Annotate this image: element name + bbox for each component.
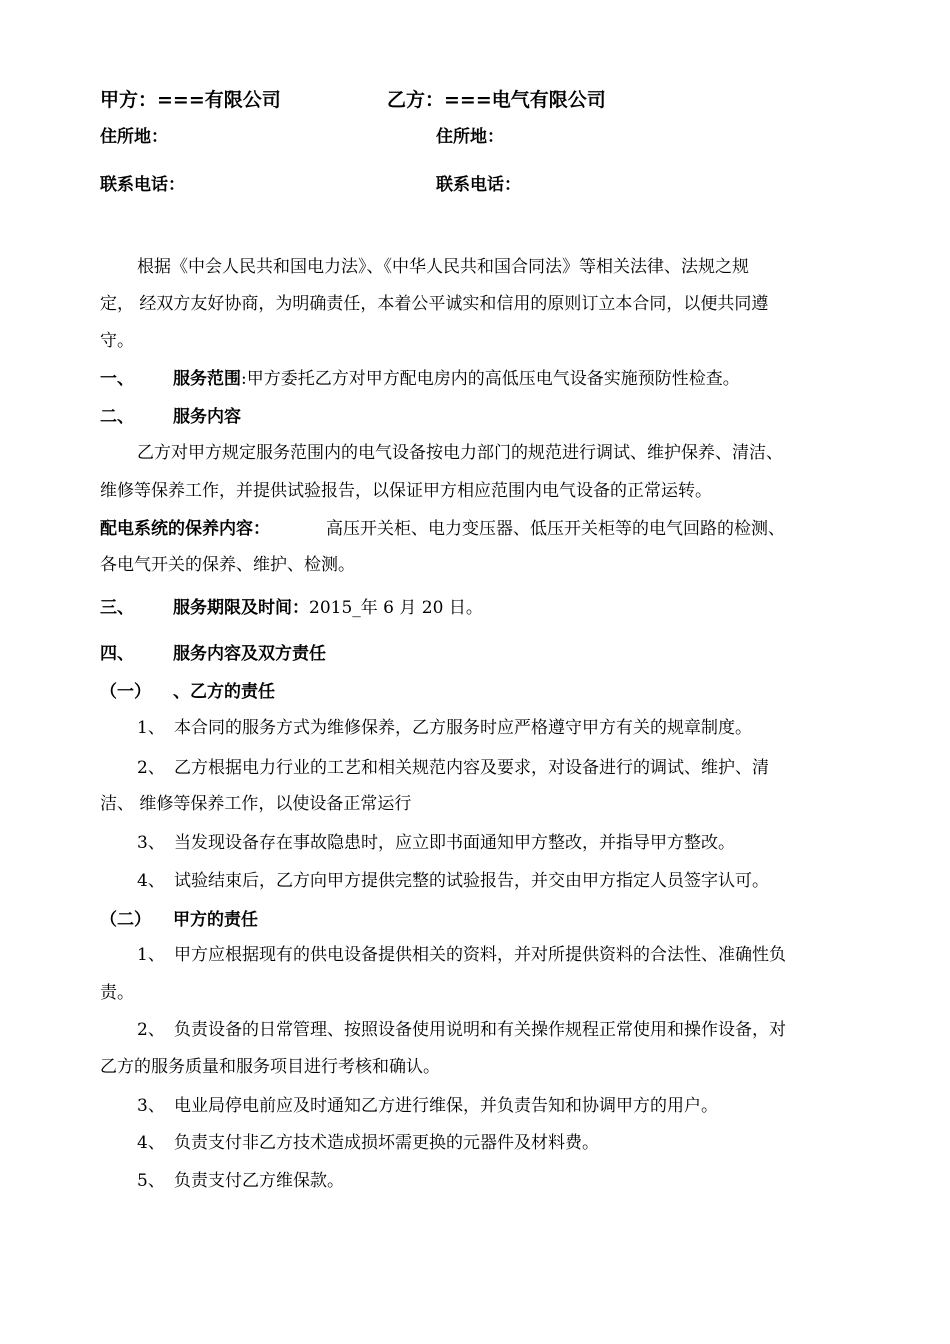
list-item-number: 3、 <box>137 833 165 853</box>
list-item-number: 4、 <box>137 1133 165 1153</box>
section-2-number: 二、 <box>100 407 134 427</box>
party-b-phone: 联系电话： <box>436 175 521 195</box>
subsection-2-number: （二） <box>100 910 151 930</box>
section-1-number: 一、 <box>100 369 134 389</box>
section-4-title: 服务内容及双方责任 <box>173 644 326 664</box>
list-item: 试验结束后，乙方向甲方提供完整的试验报告，并交由甲方指定人员签字认可。 <box>174 871 769 891</box>
list-item-number: 1、 <box>137 945 165 965</box>
list-item-continuation: 洁、 维修等保养工作，以使设备正常运行 <box>100 794 412 814</box>
list-item: 本合同的服务方式为维修保养，乙方服务时应严格遵守甲方有关的规章制度。 <box>174 718 752 738</box>
maintenance-label: 配电系统的保养内容： <box>100 519 270 539</box>
section-4-number: 四、 <box>100 644 134 664</box>
section-1-title: 服务范围 <box>173 369 241 389</box>
list-item: 负责支付乙方维保款。 <box>174 1171 344 1191</box>
subsection-1-title: 、乙方的责任 <box>173 682 275 702</box>
list-item-number: 5、 <box>137 1171 165 1191</box>
list-item-number: 2、 <box>137 758 165 778</box>
intro-line-2: 定， 经双方友好协商，为明确责任，本着公平诚实和信用的原则订立本合同，以便共同遵 <box>100 294 769 314</box>
section-2-title: 服务内容 <box>173 407 241 427</box>
list-item: 当发现设备存在事故隐患时，应立即书面通知甲方整改，并指导甲方整改。 <box>174 833 735 853</box>
list-item: 甲方应根据现有的供电设备提供相关的资料，并对所提供资料的合法性、准确性负 <box>174 945 786 965</box>
party-a-address: 住所地： <box>100 127 168 147</box>
list-item-number: 1、 <box>137 718 165 738</box>
intro-line-3: 守。 <box>100 331 134 351</box>
maintenance-text: 高压开关柜、电力变压器、低压开关柜等的电气回路的检测、 <box>326 519 785 539</box>
list-item: 乙方根据电力行业的工艺和相关规范内容及要求，对设备进行的调试、维护、清 <box>174 758 769 778</box>
party-a-name: 甲方：===有限公司 <box>100 89 281 111</box>
section-3-title: 服务期限及时间： <box>173 598 309 618</box>
list-item: 负责支付非乙方技术造成损坏需更换的元器件及材料费。 <box>174 1133 599 1153</box>
list-item-continuation: 乙方的服务质量和服务项目进行考核和确认。 <box>100 1057 440 1077</box>
subsection-2-title: 甲方的责任 <box>173 910 258 930</box>
maintenance-text-2: 各电气开关的保养、维护、检测。 <box>100 555 355 575</box>
list-item: 负责设备的日常管理、按照设备使用说明和有关操作规程正常使用和操作设备，对 <box>174 1020 786 1040</box>
list-item-number: 4、 <box>137 871 165 891</box>
section-3 <box>173 596 483 620</box>
party-b-name: 乙方：===电气有限公司 <box>387 89 606 111</box>
subsection-1-number: （一） <box>100 682 151 702</box>
party-a-phone: 联系电话： <box>100 175 185 195</box>
party-b-address: 住所地： <box>436 127 504 147</box>
section-1 <box>173 367 740 391</box>
section-3-number: 三、 <box>100 598 134 618</box>
list-item: 电业局停电前应及时通知乙方进行维保，并负责告知和协调甲方的用户。 <box>174 1096 718 1116</box>
section-2-para-2: 维修等保养工作，并提供试验报告，以保证甲方相应范围内电气设备的正常运转。 <box>100 481 712 501</box>
list-item-continuation: 责。 <box>100 983 134 1003</box>
intro-line-1: 根据《中会人民共和国电力法》、《中华人民共和国合同法》等相关法律、法规之规 <box>137 257 749 277</box>
section-3-text: 2015_年 6 月 20 日。 <box>309 598 483 618</box>
section-1-text: :甲方委托乙方对甲方配电房内的高低压电气设备实施预防性检查。 <box>241 369 740 389</box>
section-2-para-1: 乙方对甲方规定服务范围内的电气设备按电力部门的规范进行调试、维护保养、清洁、 <box>137 443 783 463</box>
list-item-number: 2、 <box>137 1020 165 1040</box>
list-item-number: 3、 <box>137 1096 165 1116</box>
